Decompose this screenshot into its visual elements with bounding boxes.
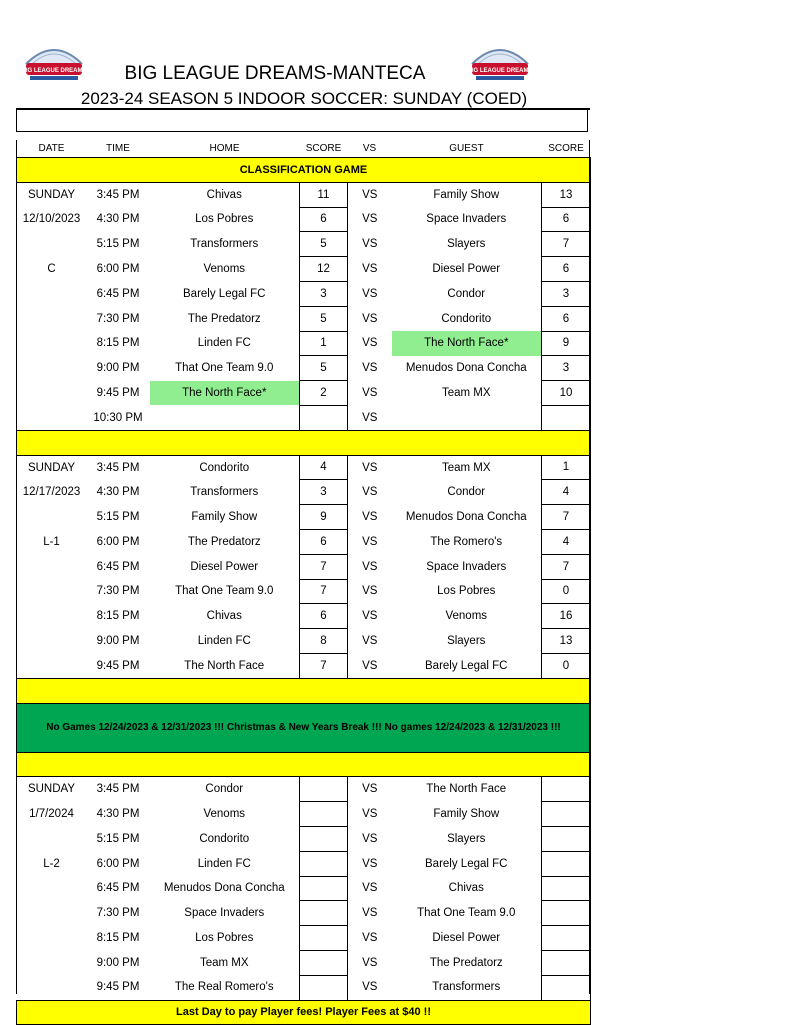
home-score: [300, 950, 348, 975]
guest-team: Space Invaders: [426, 560, 507, 573]
game-time: 7:30 PM: [96, 585, 140, 598]
vs-label: VS: [362, 882, 378, 895]
guest-score: 7: [542, 554, 591, 579]
home-team: The Real Romero's: [174, 981, 274, 994]
vs-label: VS: [362, 981, 378, 994]
guest-score: 0: [542, 653, 591, 678]
game-date: [17, 281, 87, 306]
column-header-time: TIME: [87, 140, 150, 158]
classification-band-text: CLASSIFICATION GAME: [17, 158, 591, 183]
separator-band-text: [17, 430, 591, 455]
vs-label: VS: [362, 511, 378, 524]
game-row: [17, 950, 591, 975]
game-date: [17, 381, 87, 406]
column-header-vs: VS: [348, 140, 392, 158]
guest-team: Team MX: [441, 461, 491, 474]
home-score: 7: [300, 554, 348, 579]
game-row: [17, 901, 591, 926]
blank-header-box: [16, 110, 588, 132]
footer-notice-band-text: Last Day to pay Player fees! Player Fees at $40 !!: [17, 1000, 591, 1025]
home-team: That One Team 9.0: [175, 362, 274, 375]
game-date: [17, 926, 87, 951]
guest-team: Barely Legal FC: [425, 659, 508, 672]
game-row: [17, 975, 591, 1000]
game-row: [17, 232, 591, 257]
page-subtitle: 2023-24 SEASON 5 INDOOR SOCCER: SUNDAY (COED): [80, 89, 528, 108]
home-team: That One Team 9.0: [175, 585, 274, 598]
home-score: 12: [300, 257, 348, 282]
game-row: [17, 529, 591, 554]
guest-score: [542, 975, 591, 1000]
home-score: [300, 802, 348, 827]
home-score: 6: [300, 604, 348, 629]
game-time: 9:45 PM: [96, 981, 140, 994]
home-score: 4: [300, 455, 348, 480]
guest-score: 16: [542, 604, 591, 629]
home-team: [150, 405, 300, 430]
column-header-date: DATE: [17, 140, 87, 158]
home-team: Condorito: [199, 832, 250, 845]
guest-score: 9: [542, 331, 591, 356]
guest-score: 10: [542, 381, 591, 406]
guest-team: Menudos Dona Concha: [405, 511, 527, 524]
guest-team: The North Face: [426, 783, 507, 796]
game-date: [17, 579, 87, 604]
game-date: [17, 604, 87, 629]
vs-label: VS: [362, 213, 378, 226]
schedule-table: [16, 140, 591, 1025]
guest-team: Transformers: [432, 981, 501, 994]
game-time: 9:00 PM: [96, 362, 140, 375]
home-score: 5: [300, 306, 348, 331]
vs-label: VS: [362, 238, 378, 251]
game-time: 6:45 PM: [96, 882, 140, 895]
home-team: Condor: [205, 783, 244, 796]
game-time: 5:15 PM: [96, 832, 140, 845]
home-team: Linden FC: [197, 635, 251, 648]
guest-team: The Predatorz: [429, 956, 503, 969]
guest-team: Chivas: [448, 882, 484, 895]
guest-score: [542, 876, 591, 901]
guest-score: 13: [542, 182, 591, 207]
separator-band: [17, 752, 591, 777]
game-time: 4:30 PM: [96, 486, 140, 499]
guest-score: [542, 777, 591, 802]
game-time: 6:00 PM: [96, 857, 140, 870]
guest-score: 7: [542, 505, 591, 530]
home-team: Chivas: [206, 610, 242, 623]
home-score: [300, 975, 348, 1000]
game-date: 12/17/2023: [22, 486, 81, 499]
guest-team: Condorito: [441, 312, 492, 325]
game-row: [17, 281, 591, 306]
guest-score: 3: [542, 356, 591, 381]
vs-label: VS: [362, 907, 378, 920]
home-score: 7: [300, 579, 348, 604]
footer-notice-band: [17, 1000, 591, 1025]
guest-team: The Romero's: [430, 535, 503, 548]
guest-team: Slayers: [447, 238, 486, 251]
game-time: 8:15 PM: [96, 932, 140, 944]
home-team: The North Face*: [150, 381, 300, 406]
game-date: [17, 629, 87, 654]
home-score: 3: [300, 281, 348, 306]
guest-team: Slayers: [447, 635, 486, 648]
home-score: 6: [300, 207, 348, 232]
guest-team: Slayers: [447, 832, 486, 845]
game-date: 12/10/2023: [22, 213, 81, 226]
game-row: [17, 257, 591, 282]
home-team: The Predatorz: [187, 535, 261, 548]
home-score: 2: [300, 381, 348, 406]
home-team: Venoms: [203, 263, 246, 276]
game-row: [17, 381, 591, 406]
guest-team: Menudos Dona Concha: [405, 362, 527, 375]
guest-score: 13: [542, 629, 591, 654]
home-team: The Predatorz: [187, 312, 261, 325]
home-score: [300, 926, 348, 951]
game-row: [17, 455, 591, 480]
game-time: 5:15 PM: [96, 238, 140, 251]
home-score: [300, 901, 348, 926]
game-time: 6:45 PM: [96, 560, 140, 573]
guest-team: [392, 405, 542, 430]
vs-label: VS: [362, 659, 378, 672]
guest-score: [542, 926, 591, 951]
guest-score: [542, 851, 591, 876]
holiday-notice-band: [17, 703, 591, 752]
game-time: 9:00 PM: [96, 956, 140, 969]
vs-label: VS: [362, 287, 378, 300]
home-score: 1: [300, 331, 348, 356]
game-date: [17, 826, 87, 851]
game-date: SUNDAY: [27, 783, 76, 796]
game-time: 6:00 PM: [96, 263, 140, 276]
guest-team: That One Team 9.0: [417, 907, 516, 920]
separator-band-text: [17, 678, 591, 703]
game-date: [17, 876, 87, 901]
guest-score: 6: [542, 306, 591, 331]
home-score: 11: [300, 182, 348, 207]
game-row: [17, 653, 591, 678]
game-time: 4:30 PM: [96, 808, 140, 821]
vs-label: VS: [362, 832, 378, 845]
vs-label: VS: [362, 486, 378, 499]
home-team: Family Show: [191, 511, 258, 524]
guest-team: Condor: [447, 486, 486, 499]
home-team: Transformers: [190, 238, 259, 251]
page-title: BIG LEAGUE DREAMS-MANTECA: [124, 63, 426, 84]
game-date: [17, 232, 87, 257]
column-header-home: HOME: [150, 140, 300, 158]
home-score: [300, 405, 348, 430]
vs-label: VS: [362, 411, 378, 424]
game-row: [17, 207, 591, 232]
vs-label: VS: [362, 585, 378, 598]
vs-label: VS: [362, 956, 378, 969]
guest-score: 7: [542, 232, 591, 257]
game-date: [17, 356, 87, 381]
game-row: [17, 182, 591, 207]
game-date: [17, 505, 87, 530]
guest-score: [542, 405, 591, 430]
guest-team: The North Face*: [392, 331, 542, 356]
home-score: [300, 777, 348, 802]
guest-team: Team MX: [441, 387, 491, 400]
guest-team: Condor: [447, 287, 486, 300]
column-header-guest-score: SCORE: [542, 140, 591, 158]
vs-label: VS: [362, 560, 378, 573]
home-team: Linden FC: [197, 857, 251, 870]
game-row: [17, 554, 591, 579]
guest-team: Los Pobres: [437, 585, 496, 598]
game-row: [17, 826, 591, 851]
vs-label: VS: [362, 362, 378, 375]
home-team: Chivas: [206, 188, 242, 201]
game-time: 9:45 PM: [96, 659, 140, 672]
home-score: 3: [300, 480, 348, 505]
guest-team: Space Invaders: [426, 213, 507, 226]
game-row: [17, 306, 591, 331]
game-row: [17, 480, 591, 505]
column-header-row: [17, 140, 591, 158]
game-row: [17, 876, 591, 901]
vs-label: VS: [362, 857, 378, 870]
game-time: 3:45 PM: [96, 461, 140, 474]
column-header-home-score: SCORE: [300, 140, 348, 158]
game-time: 9:45 PM: [96, 387, 140, 400]
game-date: [17, 306, 87, 331]
guest-score: 0: [542, 579, 591, 604]
guest-team: Venoms: [445, 610, 488, 623]
guest-score: 6: [542, 257, 591, 282]
guest-team: Diesel Power: [432, 932, 501, 944]
game-date: [17, 405, 87, 430]
guest-score: 4: [542, 529, 591, 554]
home-team: Venoms: [203, 808, 246, 821]
classification-band: [17, 158, 591, 183]
home-score: 7: [300, 653, 348, 678]
vs-label: VS: [362, 188, 378, 201]
game-date: C: [47, 263, 56, 276]
guest-score: [542, 826, 591, 851]
home-score: 5: [300, 356, 348, 381]
game-date: [17, 554, 87, 579]
home-team: Condorito: [199, 461, 250, 474]
home-score: [300, 876, 348, 901]
game-time: 3:45 PM: [96, 188, 140, 201]
guest-team: Family Show: [433, 188, 500, 201]
vs-label: VS: [362, 387, 378, 400]
game-row: [17, 604, 591, 629]
home-team: Diesel Power: [190, 560, 259, 573]
game-time: 4:30 PM: [96, 213, 140, 226]
home-team: Transformers: [190, 486, 259, 499]
guest-score: [542, 950, 591, 975]
separator-band: [17, 678, 591, 703]
guest-team: Barely Legal FC: [425, 857, 508, 870]
vs-label: VS: [362, 932, 378, 944]
guest-team: Family Show: [433, 808, 500, 821]
game-row: [17, 331, 591, 356]
game-date: L-2: [43, 857, 60, 870]
game-row: [17, 802, 591, 827]
guest-score: 3: [542, 281, 591, 306]
game-row: [17, 405, 591, 430]
home-score: 5: [300, 232, 348, 257]
vs-label: VS: [362, 461, 378, 474]
home-team: Space Invaders: [184, 907, 265, 920]
game-date: L-1: [43, 535, 60, 548]
game-time: 8:15 PM: [96, 337, 140, 350]
column-header-guest: GUEST: [392, 140, 542, 158]
game-row: [17, 777, 591, 802]
separator-band-text: [17, 752, 591, 777]
guest-score: 4: [542, 480, 591, 505]
separator-band: [17, 430, 591, 455]
game-row: [17, 851, 591, 876]
home-team: Menudos Dona Concha: [163, 882, 285, 895]
vs-label: VS: [362, 610, 378, 623]
game-date: SUNDAY: [27, 461, 76, 474]
game-date: SUNDAY: [27, 188, 76, 201]
game-time: 3:45 PM: [96, 783, 140, 796]
guest-score: [542, 802, 591, 827]
vs-label: VS: [362, 808, 378, 821]
game-date: 1/7/2024: [29, 808, 74, 821]
home-score: 9: [300, 505, 348, 530]
home-team: Barely Legal FC: [183, 287, 266, 300]
home-score: 6: [300, 529, 348, 554]
game-date: [17, 950, 87, 975]
game-time: 5:15 PM: [96, 511, 140, 524]
guest-team: Diesel Power: [432, 263, 501, 276]
guest-score: [542, 901, 591, 926]
game-time: 10:30 PM: [93, 411, 143, 424]
holiday-notice-band-text: No Games 12/24/2023 & 12/31/2023 !!! Christmas & New Years Break !!! No games 12/24/2023 & 12/31/2023 !!!: [17, 703, 591, 752]
home-team: Los Pobres: [195, 213, 254, 226]
vs-label: VS: [362, 263, 378, 276]
guest-score: 1: [542, 455, 591, 480]
home-score: 8: [300, 629, 348, 654]
svg-text:BIG LEAGUE DREAMS: BIG LEAGUE DREAMS: [21, 68, 87, 74]
game-time: 7:30 PM: [96, 312, 140, 325]
game-row: [17, 579, 591, 604]
vs-label: VS: [362, 312, 378, 325]
vs-label: VS: [362, 535, 378, 548]
home-score: [300, 851, 348, 876]
guest-score: 6: [542, 207, 591, 232]
game-date: [17, 331, 87, 356]
vs-label: VS: [362, 337, 378, 350]
game-time: 9:00 PM: [96, 635, 140, 648]
home-team: Linden FC: [197, 337, 251, 350]
home-team: Los Pobres: [195, 932, 254, 944]
svg-text:BIG LEAGUE DREAMS: BIG LEAGUE DREAMS: [467, 68, 533, 74]
game-row: [17, 629, 591, 654]
vs-label: VS: [362, 783, 378, 796]
game-date: [17, 975, 87, 1000]
game-row: [17, 505, 591, 530]
game-row: [17, 356, 591, 381]
game-time: 6:45 PM: [96, 287, 140, 300]
home-team: Team MX: [199, 956, 249, 969]
game-time: 7:30 PM: [96, 907, 140, 920]
home-team: The North Face: [184, 659, 265, 672]
home-score: [300, 826, 348, 851]
vs-label: VS: [362, 635, 378, 648]
game-time: 6:00 PM: [96, 535, 140, 548]
game-row: [17, 926, 591, 951]
game-time: 8:15 PM: [96, 610, 140, 623]
game-date: [17, 653, 87, 678]
game-date: [17, 901, 87, 926]
